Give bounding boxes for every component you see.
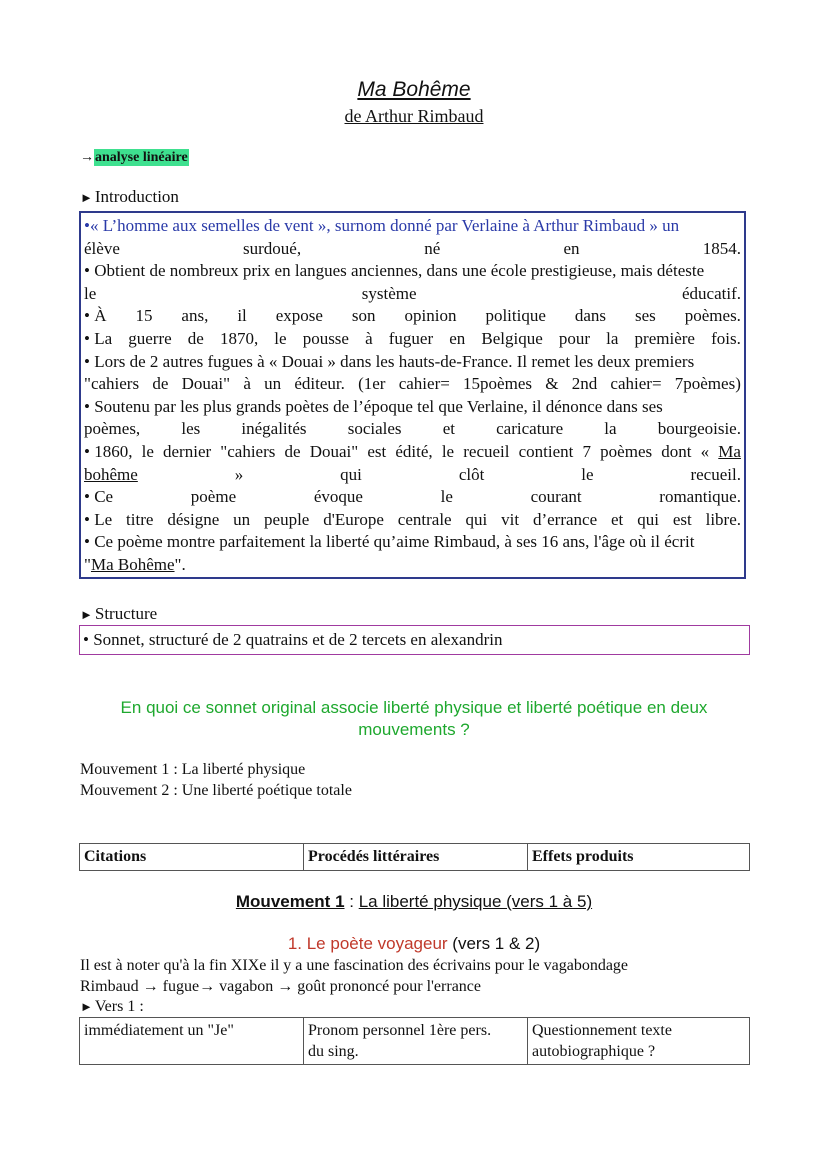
intro-word: système [361, 283, 417, 303]
intro-word: un [233, 509, 251, 529]
intro-word: édité, [395, 442, 433, 461]
intro-word: inégalités [241, 419, 307, 439]
intro-word: évoque [313, 487, 363, 507]
intro-word: pousse [302, 329, 349, 348]
arrow-icon: → [80, 150, 94, 165]
highlight-analyse: analyse linéaire [95, 150, 188, 165]
intro-word: Douai" [309, 442, 359, 461]
intro-word: le [84, 283, 97, 303]
intro-word: d'Europe [323, 509, 384, 529]
intro-word: de [187, 329, 204, 348]
intro-word: désigne [167, 509, 220, 529]
intro-word: « [700, 442, 710, 461]
vers-1-label: Vers 1 : [94, 998, 144, 1015]
intro-word: est [367, 442, 387, 461]
analysis-table-header [79, 843, 750, 871]
intro-word: fuguer [388, 329, 434, 348]
table-row [80, 844, 750, 871]
intro-word: d’errance [532, 509, 598, 529]
intro-word: bourgeoisie. [657, 419, 741, 439]
intro-line [84, 373, 741, 395]
intro-word: caricature [496, 419, 564, 439]
intro-word: le [441, 442, 455, 461]
intro-line [84, 509, 741, 531]
triangle-bullet-icon: ► [80, 999, 93, 1014]
intro-line [84, 441, 741, 463]
intro-word: éditeur. [294, 374, 345, 394]
triangle-bullet-icon: ► [80, 190, 93, 205]
mouvement-1-rest: La liberté physique (vers 1 à 5) [358, 892, 593, 911]
poete-title: 1. Le poète voyageur [287, 934, 448, 953]
header-procedes: Procédés littéraires [304, 844, 528, 871]
intro-word: 15poèmes [463, 374, 532, 394]
intro-line [84, 260, 741, 282]
intro-word: dans [574, 306, 607, 326]
intro-word: ans, [181, 306, 209, 326]
intro-word: • Le [84, 509, 113, 529]
intro-word: cahier= [610, 374, 662, 394]
intro-word: 2nd [571, 374, 598, 394]
intro-word: 7poèmes) [674, 374, 741, 394]
intro-word: qui [340, 464, 362, 484]
intro-line [84, 464, 741, 486]
intro-word: le [274, 329, 287, 348]
intro-line [84, 305, 741, 327]
intro-line [84, 396, 741, 418]
intro-word: • Obtient de nombreux prix en langues anciennes, dans une école prestigieuse, mais déteste [84, 261, 705, 281]
structure-box [79, 625, 750, 655]
intro-word: recueil. [690, 464, 741, 484]
intro-line [84, 486, 741, 508]
intro-word: les [181, 419, 201, 439]
table-row [80, 1018, 750, 1065]
mouvement-1-bold: Mouvement 1 [235, 892, 345, 911]
intro-word: 15 [135, 306, 153, 326]
introduction-heading [80, 187, 179, 207]
intro-word: un [264, 374, 282, 394]
cell-procede-line-1: Pronom personnel 1ère pers. [308, 1022, 492, 1039]
intro-word: & [545, 374, 559, 394]
intro-line [84, 554, 741, 576]
intro-word: •« L’homme aux semelles de vent », surnom donné par Verlaine à Arthur Rimbaud » un [84, 216, 680, 235]
intro-word: né [424, 238, 441, 258]
intro-word: dont [661, 442, 692, 461]
intro-word: contient [518, 442, 574, 461]
intro-word: centrale [397, 509, 452, 529]
intro-word: • La [84, 329, 113, 348]
intro-line [84, 283, 741, 305]
intro-word: libre. [705, 509, 741, 529]
section-poete-voyageur [0, 934, 828, 954]
intro-word: bohême [84, 464, 138, 484]
intro-word: il [237, 306, 247, 326]
intro-word: première [634, 329, 695, 348]
paragraph-fascination: Il est à noter qu'à la fin XIXe il y a une fascination des écrivains pour le vagabondage [80, 957, 629, 974]
intro-word: en [449, 329, 466, 348]
introduction-heading-text: Introduction [94, 187, 179, 206]
intro-word: ses [635, 306, 656, 326]
intro-word: en [563, 238, 580, 258]
mouvement-1-line: Mouvement 1 : La liberté physique [80, 761, 306, 778]
intro-word: 7 [582, 442, 592, 461]
intro-word: élève [84, 238, 120, 258]
intro-word: " [84, 555, 91, 574]
intro-word: • Ce [84, 487, 114, 507]
intro-word: Douai" [181, 374, 231, 394]
intro-word: 1854. [702, 238, 741, 258]
header-effets: Effets produits [528, 844, 750, 871]
intro-word: à [243, 374, 251, 394]
cell-effet-line-2: autobiographique ? [532, 1043, 656, 1060]
intro-word: recueil [463, 442, 510, 461]
intro-word: de [284, 442, 301, 461]
intro-word: et [442, 419, 455, 439]
intro-word: romantique. [659, 487, 741, 507]
intro-line [84, 531, 741, 553]
intro-word: » [234, 464, 244, 484]
intro-word: sociales [347, 419, 402, 439]
cell-effet-line-1: Questionnement texte [532, 1022, 672, 1039]
intro-line [84, 418, 741, 440]
poete-rest: (vers 1 & 2) [447, 934, 541, 953]
cell-procede [304, 1018, 528, 1065]
structure-heading-text: Structure [94, 604, 158, 623]
intro-line [84, 351, 741, 373]
intro-word: qui [637, 509, 659, 529]
intro-word: ". [174, 555, 186, 574]
intro-word: est [672, 509, 692, 529]
intro-word: le [440, 487, 453, 507]
structure-text: • Sonnet, structuré de 2 quatrains et de 2 tercets en alexandrin [83, 630, 503, 649]
intro-word: et [611, 509, 624, 529]
intro-word: • À [84, 306, 107, 326]
structure-heading [80, 604, 157, 624]
intro-word: peuple [264, 509, 310, 529]
vers-1-heading [80, 998, 144, 1016]
intro-word: la [606, 329, 619, 348]
intro-word: opinion [404, 306, 457, 326]
intro-line [84, 215, 741, 237]
cell-procede-line-2: du sing. [308, 1043, 359, 1060]
paragraph-rimbaud: Rimbaud → fugue→ vagabon → goût prononcé pour l'errance [80, 978, 481, 995]
intro-word: cahier= [398, 374, 450, 394]
intro-word: vit [501, 509, 520, 529]
problematique [0, 697, 828, 741]
cell-effet [528, 1018, 750, 1065]
intro-word: le [581, 464, 594, 484]
mouvement-1-sep: : [344, 892, 359, 911]
intro-word: • Lors de 2 autres fugues à « Douai » dans les hauts-de-France. Il remet les deux premiers [84, 351, 695, 371]
intro-word: éducatif. [682, 283, 741, 303]
intro-word: "cahiers [84, 374, 140, 394]
intro-word: • Soutenu par les plus grands poètes de l’époque tel que Verlaine, il dénonce dans ses [84, 396, 663, 416]
intro-word: surdoué, [243, 238, 302, 258]
mouvement-2-line: Mouvement 2 : Une liberté poétique totale [80, 782, 352, 799]
intro-word: • Ce poème montre parfaitement la liberté qu’aime Rimbaud, à ses 16 ans, l'âge où il écrit [84, 532, 695, 552]
intro-word: Ma [718, 442, 741, 461]
intro-word: 1870, [219, 329, 259, 348]
page-subtitle: de Arthur Rimbaud [344, 106, 484, 126]
cell-citation: immédiatement un "Je" [80, 1018, 304, 1065]
intro-word: courant [530, 487, 582, 507]
intro-word: poème [190, 487, 237, 507]
intro-word: dernier [163, 442, 212, 461]
intro-word: la [604, 419, 617, 439]
intro-word: poèmes, [84, 419, 141, 439]
intro-word: son [351, 306, 376, 326]
intro-word: à [365, 329, 373, 348]
intro-word: Ma Bohême [90, 555, 175, 574]
mouvement-1-heading [0, 892, 828, 912]
question-line-1: En quoi ce sonnet original associe liberté physique et liberté poétique en deux [120, 698, 708, 717]
intro-line [84, 238, 741, 260]
intro-word: titre [126, 509, 154, 529]
question-line-2: mouvements ? [358, 720, 470, 739]
intro-word: poèmes [600, 442, 653, 461]
intro-word: expose [275, 306, 323, 326]
intro-word: clôt [458, 464, 485, 484]
introduction-box [79, 211, 746, 579]
triangle-bullet-icon: ► [80, 607, 93, 622]
intro-line [84, 328, 741, 350]
page-title: Ma Bohême [357, 78, 471, 101]
header-citations: Citations [80, 844, 304, 871]
intro-word: de [152, 374, 169, 394]
intro-word: le [141, 442, 154, 461]
analyse-label [80, 150, 189, 166]
intro-word: (1er [358, 374, 386, 394]
intro-word: • 1860, [84, 442, 133, 461]
intro-word: Belgique [481, 329, 543, 348]
vers-1-table [79, 1017, 750, 1065]
intro-word: guerre [128, 329, 172, 348]
intro-word: pour [558, 329, 591, 348]
intro-word: fois. [711, 329, 741, 348]
intro-word: "cahiers [220, 442, 276, 461]
intro-word: qui [465, 509, 488, 529]
intro-word: politique [485, 306, 546, 326]
intro-word: poèmes. [684, 306, 741, 326]
